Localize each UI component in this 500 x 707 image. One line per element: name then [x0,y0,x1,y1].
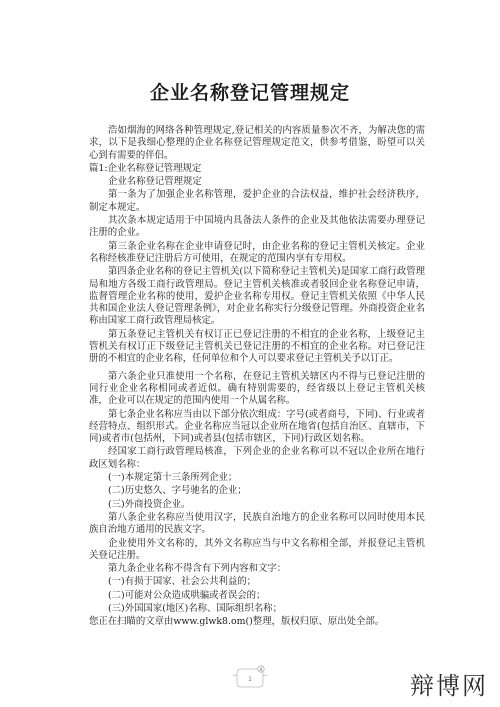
paragraph: 第一条为了加强企业名称管理，爱护企业的合法权益，维护社会经济秩序，制定本规定。 [89,189,425,213]
paragraph: 浩如烟海的网络各种管理规定,登记相关的内容质量参次不齐，为解决您的需求，以下是我细心整理的企业名称登记管理规定范文，供参考借鉴，盼望可以关心到有需要的伴侣。 [89,125,425,161]
paragraph: (二)历史悠久、字号驰名的企业； [108,485,247,497]
badge-number: 4 [259,668,263,673]
paragraph: 第六条企业只准使用一个名称，在登记主管机关辖区内不得与已登记注册的同行业企业名称相同或者近似。确有特别需要的，经省级以上登记主管机关核准，企业可以在规定的范围内使用一个从属名称。 [89,370,425,407]
paragraph: (三)外商投资企业。 [108,498,191,510]
paragraph: 第七条企业名称应当由以下部分依次组成：字号(或者商号，下同)、行业或者经营特点、组织形式。企业名称应当冠以企业所在地省(包括自治区、直辖市，下同)或者市(包括州，下同)或者县(包括市辖区，下同)行政区划名称。 [89,408,425,445]
page-number: 1 [248,676,252,683]
paragraph: 您正在扫瞄的文章由www.glwk8.om()整理，版权归原、原出处全部。 [89,616,385,628]
document-title: 企业名称登记管理规定 [149,82,350,104]
paragraph: 企业名称登记管理规定 [108,176,202,188]
paragraph: (三)外国国家(地区)名称、国际组织名称； [108,602,283,614]
paragraph: 第四条企业名称的登记主管机关(以下简称登记主管机关)是国家工商行政管理局和地方各级工商行政管理局。登记主管机关核准或者驳回企业名称登记申请，监督管理企业名称的使用，爱护企业名称专用权。登记主管机关依照《中华人民共和国企业法人登记管理条例》，对企业名称实行分级登记管理。外商投资企业名称由国家工商行政管理局核定。 [89,266,425,327]
paragraph: 第三条企业名称在企业申请登记时，由企业名称的登记主管机关核定。企业名称经核准登记注册后方可使用，在规定的范围内享有专用权。 [89,240,425,264]
paragraph: (一)有损于国家、社会公共利益的； [108,576,256,588]
paragraph: 经国家工商行政管理局核准，下列企业的企业名称可以不冠以企业所在地行政区划名称： [89,446,425,470]
paragraph: 其次条本规定适用于中国境内具备法人条件的企业及其他依法需要办理登记注册的企业。 [89,215,425,239]
page-number-badge [231,664,269,690]
paragraph: 第九条企业名称不得含有下列内容和文字： [108,563,287,575]
paragraph: 第五条登记主管机关有权订正已登记注册的不相宜的企业名称，上级登记主管机关有权订正下级登记主管机关已登记注册的不相宜的企业名称。对已登记注册的不相宜的企业名称，任何单位和个人可以要求登记主管机关予以订正。 [89,328,425,365]
site-watermark: 辩博网 [410,672,488,700]
paragraph: 企业使用外文名称的，其外文名称应当与中文名称相全部，并报登记主管机关登记注册。 [89,537,425,561]
paragraph: 第八条企业名称应当使用汉字，民族自治地方的企业名称可以同时使用本民族自治地方通用的民族文字。 [89,511,425,536]
paragraph: 篇1:企业名称登记管理规定 [89,162,202,174]
paragraph: (一)本规定第十三条所列企业； [108,472,238,484]
document-body [89,125,425,630]
paragraph: (二)可能对公众造成哄骗或者误会的； [108,589,266,601]
